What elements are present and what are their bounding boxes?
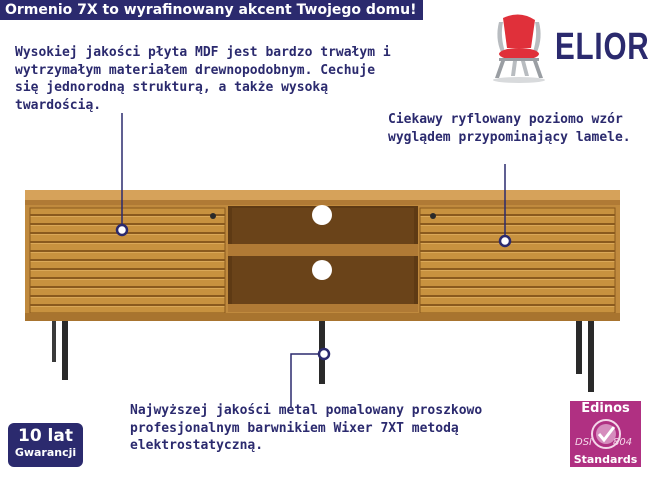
warranty-badge bbox=[8, 423, 83, 467]
edinos-badge bbox=[570, 401, 641, 467]
edinos-dsi: DSI bbox=[575, 437, 592, 448]
callout-pattern: Ciekawy ryflowany poziomo wzór wyglądem przypominający lamele. bbox=[388, 112, 631, 145]
callout-legs: Najwyższej jakości metal pomalowany proszkowo profesjonalnym barwnikiem Wixer 7XT metodą elektrostatyczną. bbox=[130, 403, 483, 453]
warranty-years: 10 lat bbox=[17, 426, 73, 446]
edinos-standards: Standards bbox=[573, 453, 638, 466]
brand-name: ELIOR bbox=[555, 26, 650, 68]
page-title: Ormenio 7X to wyrafinowany akcent Twojego domu! bbox=[0, 0, 423, 20]
callout-material: Wysokiej jakości płyta MDF jest bardzo trwałym i wytrzymałym materiałem drewnopodobnym. Cechuje się jednorodną strukturą, a także wysoką twardością. bbox=[15, 45, 391, 113]
edinos-code: 804 bbox=[613, 437, 633, 448]
warranty-label: Gwarancji bbox=[14, 446, 77, 459]
edinos-brand: Edinos bbox=[581, 401, 630, 416]
